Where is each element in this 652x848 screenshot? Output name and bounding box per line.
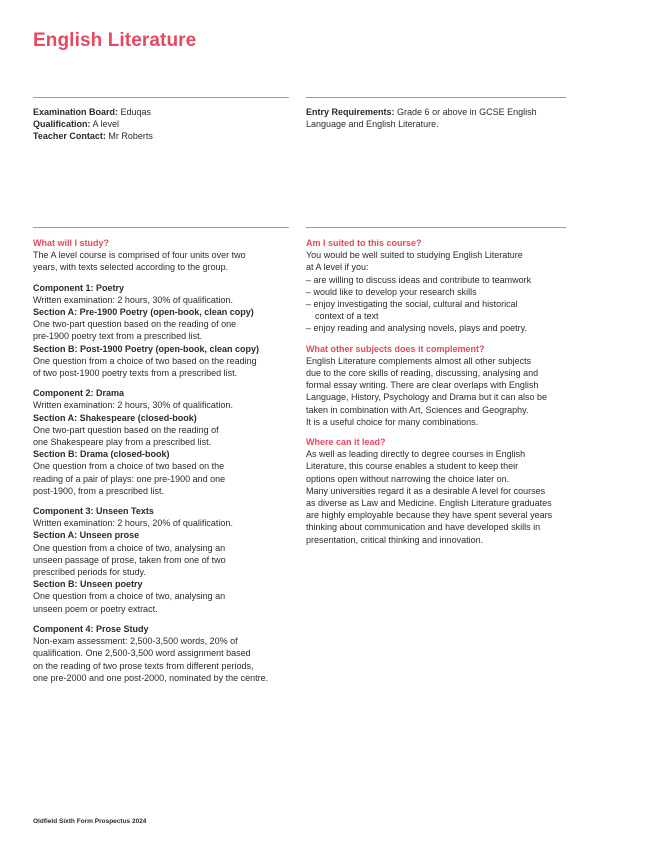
qualification-line: Qualification: A level <box>33 119 120 130</box>
divider-mid-left <box>33 227 289 228</box>
complement-heading: What other subjects does it complement? <box>306 343 485 354</box>
lead-section: Where can it lead? As well as leading directly to degree courses in English Literature, this course enables a student to keep their options open without narrowing the choice later on. Many universities regard it as a desirable A level for courses as diverse as Law and Medicine. English Literature graduates are highly employable because they have spent several years thinking about communication and have developed skills in presentation, critical thinking and innovation. <box>306 436 576 546</box>
component-4: Component 4: Prose Study Non-exam assessment: 2,500-3,500 words, 20% of qualification. One 2,500-3,500 word assignment based on the reading of two prose texts from different periods, one pre-2000 and one post-2000, nominated by the centre. <box>33 623 269 683</box>
list-item: – would like to develop your research skills <box>306 286 477 297</box>
teacher-contact-line: Teacher Contact: Mr Roberts <box>33 131 153 142</box>
complement-section: What other subjects does it complement? English Literature complements almost all other subjects due to the core skills of reading, discussing, analysing and formal essay writing. There are clear overlaps with English Language, History, Psychology and Drama but it can also be taken in combination with Art, Sciences and Geography. It is a useful choice for many combinations. <box>306 343 576 428</box>
component-3: Component 3: Unseen Texts Written examination: 2 hours, 20% of qualification. Section A: Unseen prose One question from a choice of two, analysing an unseen passage of prose, taken from one of two prescribed periods for study. Section B: Unseen poetry One question from a choice of two, analysing an unseen poem or poetry extract. <box>33 506 233 614</box>
course-info <box>33 106 293 143</box>
list-item: – enjoy investigating the social, cultural and historical context of a text <box>306 299 518 322</box>
divider-top-right <box>306 97 566 98</box>
exam-board-line: Examination Board: Eduqas <box>33 107 152 117</box>
study-heading: What will I study? <box>33 238 109 248</box>
right-column <box>306 237 576 546</box>
left-column <box>33 237 301 684</box>
divider-top-left <box>33 97 289 98</box>
suited-section: Am I suited to this course? You would be well suited to studying English Literature at A level if you: – are willing to discuss ideas and contribute to teamwork – would like to develop your research skills – enjoy investigating the social, cultural and historical context of a text – enjoy reading and analysing novels, plays and poetry. <box>306 237 576 335</box>
list-item: – enjoy reading and analysing novels, plays and poetry. <box>306 323 527 334</box>
entry-requirements: Entry Requirements: Grade 6 or above in GCSE English Language and English Literature. <box>306 107 537 130</box>
study-section: What will I study? The A level course is comprised of four units over two years, with texts selected according to the group. <box>33 237 301 274</box>
component-2: Component 2: Drama Written examination: 2 hours, 30% of qualification. Section A: Shakespeare (closed-book) One two-part question based on the reading of one Shakespeare play from a prescribed list. Section B: Drama (closed-book) One question from a choice of two based on the reading of a pair of plays: one pre-1900 and one post-1900, from a prescribed list. <box>33 388 233 496</box>
lead-heading: Where can it lead? <box>306 437 386 448</box>
list-item: – are willing to discuss ideas and contribute to teamwork <box>306 274 532 285</box>
page-footer: Oldfield Sixth Form Prospectus 2024 <box>33 818 147 825</box>
suited-heading: Am I suited to this course? <box>306 238 422 248</box>
divider-mid-right <box>306 227 566 228</box>
suited-list <box>306 274 576 335</box>
page-title: English Literature <box>33 30 197 51</box>
component-1: Component 1: Poetry Written examination: 2 hours, 30% of qualification. Section A: Pre-1900 Poetry (open-book, clean copy) One two-part question based on the reading of one pre-1900 poetry text from a prescribed list. Section B: Post-1900 Poetry (open-book, clean copy) One question from a choice of two based on the reading of two post-1900 poetry texts from a prescribed list. <box>33 282 260 379</box>
